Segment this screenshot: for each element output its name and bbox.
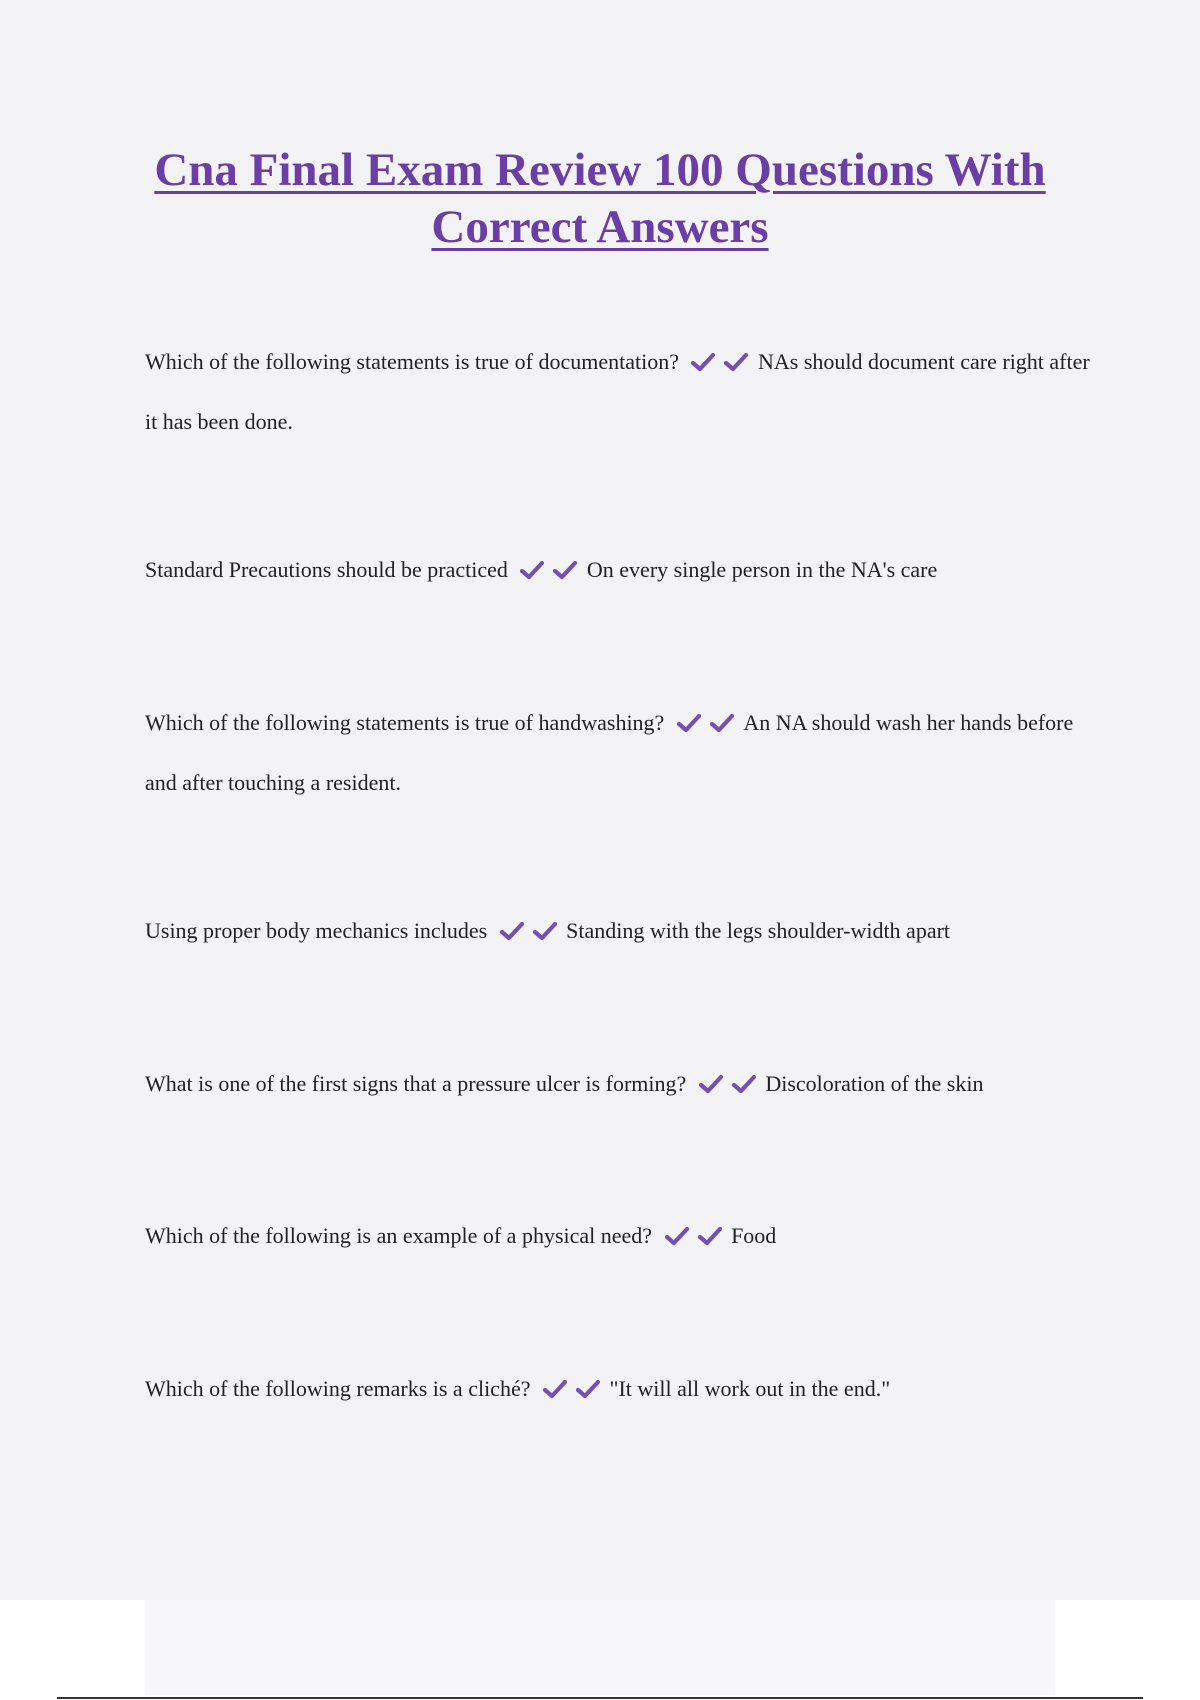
qa-item (145, 693, 1105, 813)
check-icon (553, 560, 577, 580)
answer-text: Standing with the legs shoulder-width apart (566, 918, 951, 943)
check-icon (710, 713, 734, 733)
check-icon (691, 352, 715, 372)
qa-item (145, 1359, 1105, 1419)
qa-item (145, 901, 1105, 961)
check-icon (500, 921, 524, 941)
qa-item (145, 1054, 1105, 1114)
question-text: Which of the following remarks is a cliché? (145, 1376, 531, 1401)
answer-text: An NA should wash her hands before and after touching a resident. (145, 710, 1074, 795)
qa-item (145, 540, 1105, 600)
divider (57, 1697, 1143, 1699)
check-icon (732, 1074, 756, 1094)
check-icon (520, 560, 544, 580)
question-text: Which of the following statements is true of handwashing? (145, 710, 665, 735)
answer-text: Food (731, 1223, 777, 1248)
question-text: Using proper body mechanics includes (145, 918, 488, 943)
check-icon (699, 1074, 723, 1094)
check-icon (698, 1226, 722, 1246)
answer-text: "It will all work out in the end." (609, 1376, 891, 1401)
check-icon (724, 352, 748, 372)
question-text: What is one of the first signs that a pressure ulcer is forming? (145, 1071, 687, 1096)
next-page-preview (145, 1600, 1055, 1695)
check-icon (665, 1226, 689, 1246)
qa-item (145, 1206, 1105, 1266)
qa-item (145, 332, 1105, 452)
answer-text: Discoloration of the skin (765, 1071, 984, 1096)
answer-text: On every single person in the NA's care (586, 557, 938, 582)
check-icon (576, 1379, 600, 1399)
check-icon (543, 1379, 567, 1399)
check-icon (533, 921, 557, 941)
question-text: Which of the following statements is true of documentation? (145, 349, 679, 374)
question-text: Standard Precautions should be practiced (145, 557, 508, 582)
question-text: Which of the following is an example of a physical need? (145, 1223, 653, 1248)
answer-text: NAs should document care right after it has been done. (145, 349, 1090, 434)
check-icon (677, 713, 701, 733)
document-title: Cna Final Exam Review 100 Questions With Correct Answers (154, 144, 1046, 253)
